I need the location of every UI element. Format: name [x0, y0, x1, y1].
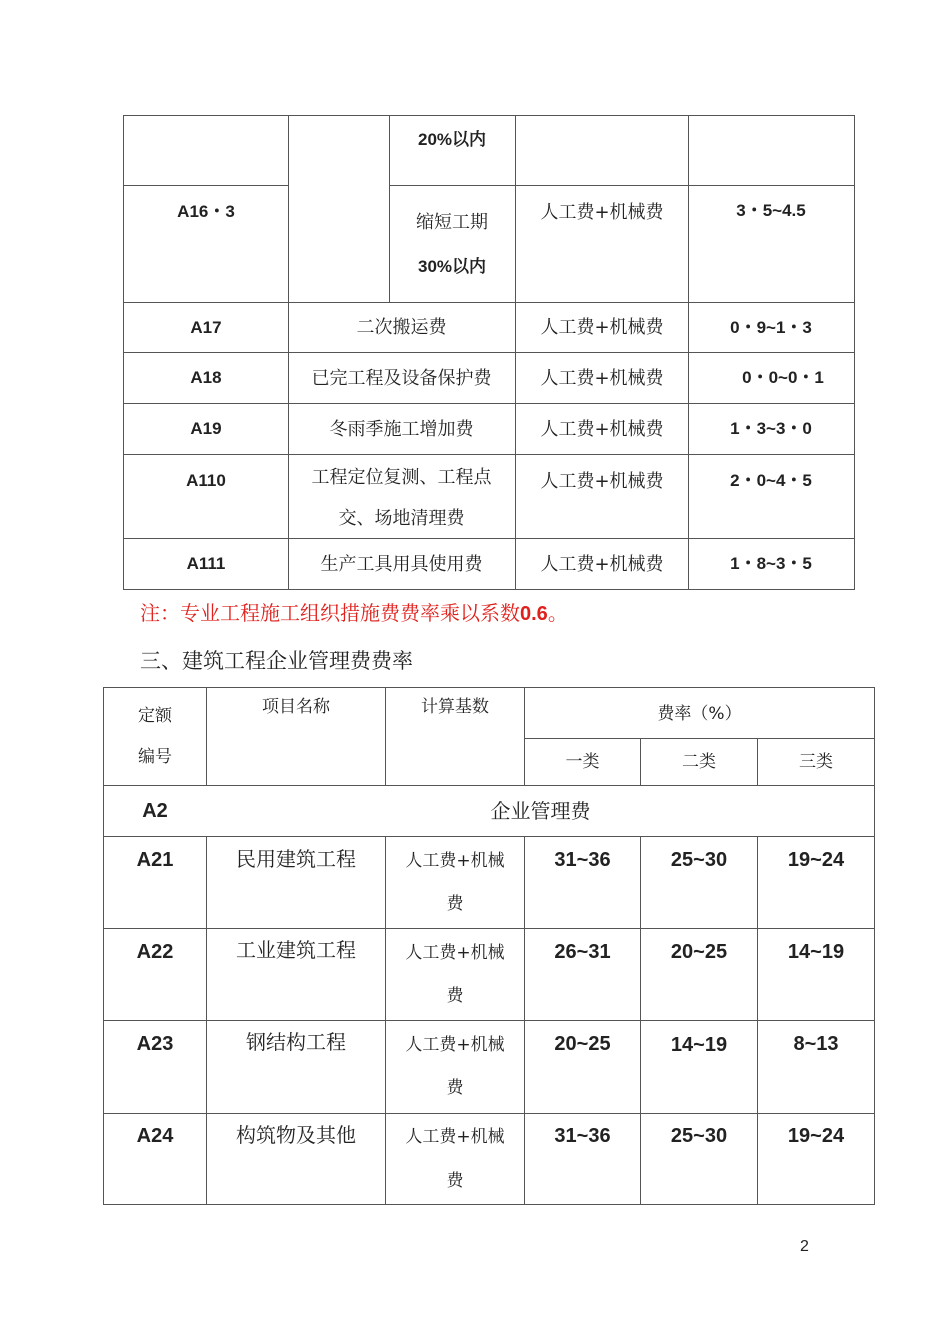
cell-text: A16・3 — [177, 202, 235, 222]
header-class-3 — [757, 739, 875, 786]
table-cell-base — [385, 891, 525, 919]
cell-text: 计算基数 — [421, 697, 489, 718]
table-cell-code — [103, 1122, 207, 1150]
table-cell-sub-duration — [389, 125, 515, 155]
table-cell-class2 — [640, 1122, 758, 1150]
cell-text: 人工费+机械费 — [540, 201, 664, 223]
table-cell-name — [288, 503, 515, 533]
note-suffix: 。 — [547, 601, 568, 625]
table-cell-name — [206, 1027, 386, 1057]
cell-text: 1・3~3・0 — [730, 419, 812, 439]
cell-text: A111 — [186, 554, 226, 574]
page-number: 2 — [800, 1238, 809, 1255]
cell-text: 一类 — [565, 751, 600, 772]
table-cell-base — [515, 303, 689, 352]
table-cell-class1 — [524, 1122, 641, 1150]
table-cell-name — [206, 844, 386, 874]
cell-text: 人工费+机械费 — [540, 418, 664, 440]
table-cell-base — [515, 539, 689, 589]
table-cell-base — [385, 940, 525, 968]
cell-text: 14~19 — [787, 941, 845, 963]
header-code — [103, 744, 207, 772]
table-cell-name — [288, 404, 515, 454]
cell-text: 生产工具用具使用费 — [320, 553, 483, 575]
cell-text: 20~25 — [670, 941, 728, 963]
table-cell-rate — [688, 539, 854, 589]
header-base — [385, 694, 525, 722]
cell-text: 8~13 — [793, 1033, 839, 1055]
cell-text: A2 — [142, 800, 168, 822]
cell-text: 工程定位复测、工程点 — [311, 466, 492, 488]
header-rate — [524, 700, 875, 730]
table-cell-base — [385, 1075, 525, 1103]
table-cell-code — [103, 938, 207, 966]
table1-border-bottom — [123, 589, 855, 590]
table-cell-base — [385, 1168, 525, 1196]
cell-text: 冬雨季施工增加费 — [329, 418, 474, 440]
table1-border-top — [123, 115, 855, 116]
cell-text: A17 — [190, 317, 222, 337]
table2-divider — [103, 836, 875, 837]
table-cell-class3 — [757, 1030, 875, 1058]
table-cell-code — [123, 303, 289, 352]
table-cell-sub-label — [389, 205, 515, 239]
table-cell-sub-duration — [389, 252, 515, 282]
cell-text: 二次搬运费 — [356, 317, 447, 338]
cell-text: 25~30 — [670, 1125, 728, 1147]
table-cell-name — [206, 935, 386, 965]
cell-text: 2・0~4・5 — [730, 471, 812, 491]
cell-text: 人工费+机械费 — [540, 553, 664, 575]
cell-text: A110 — [186, 471, 226, 491]
table1-divider — [389, 185, 855, 186]
cell-text: 人工费+机械费 — [540, 317, 664, 338]
table-cell-code — [123, 197, 289, 227]
header-code — [103, 703, 207, 731]
table-cell-class2 — [640, 1031, 758, 1059]
cell-text: 二类 — [682, 751, 716, 772]
cell-text: 1・8~3・5 — [730, 554, 812, 574]
cell-text: 钢结构工程 — [246, 1030, 346, 1054]
table-cell-rate — [688, 404, 854, 454]
cell-text: A22 — [136, 941, 174, 963]
section-heading: 三、建筑工程企业管理费费率 — [140, 649, 413, 673]
table-cell-base — [385, 1032, 525, 1060]
header-class-1 — [524, 739, 641, 786]
cell-text: 31~36 — [554, 849, 611, 871]
cell-text: 费 — [446, 986, 464, 1007]
note-prefix: 注：专业工程施工组织措施费费率乘以系数 — [140, 601, 520, 625]
table-cell-code — [123, 404, 289, 454]
cell-text: 项目名称 — [262, 697, 330, 718]
cell-text: 构筑物及其他 — [236, 1123, 356, 1147]
cell-text: 费 — [446, 1171, 464, 1192]
note-text — [140, 597, 568, 626]
table-cell-rate — [700, 353, 866, 403]
header-class-2 — [640, 739, 758, 786]
table-cell-code — [123, 466, 289, 496]
table1-divider — [123, 454, 855, 455]
table-cell-base — [385, 983, 525, 1011]
table-cell-code — [103, 786, 207, 836]
table2-border-top — [103, 687, 875, 688]
cell-text: 30%以内 — [417, 257, 487, 277]
table2-divider — [103, 1113, 875, 1114]
cell-text: 0・9~1・3 — [730, 317, 812, 337]
cell-text: 19~24 — [787, 1125, 845, 1147]
table-cell-class2 — [640, 938, 758, 966]
table-cell-class3 — [757, 846, 875, 874]
cell-text: 企业管理费 — [490, 799, 591, 823]
table-cell-base — [515, 404, 689, 454]
table-cell-base — [385, 848, 525, 876]
cell-text: 人工费+机械 — [405, 1035, 505, 1056]
table-cell-rate — [688, 303, 854, 352]
cell-text: 缩短工期 — [416, 211, 488, 233]
table-cell-group-name — [206, 786, 875, 836]
table-cell-code — [123, 353, 289, 403]
cell-text: 20~25 — [554, 1033, 611, 1055]
cell-text: 20%以内 — [417, 130, 487, 150]
table-cell-class1 — [524, 1030, 641, 1058]
cell-text: 三类 — [799, 751, 833, 772]
table-cell-base — [515, 353, 689, 403]
cell-text: A24 — [136, 1125, 174, 1147]
note-coefficient: 0.6 — [520, 603, 548, 625]
table-cell-class1 — [524, 938, 641, 966]
table2-divider — [103, 928, 875, 929]
cell-text: 26~31 — [554, 941, 611, 963]
table-cell-name — [206, 1120, 386, 1150]
table-cell-base — [515, 197, 689, 227]
cell-text: 25~30 — [670, 849, 728, 871]
table-cell-rate — [688, 466, 854, 496]
table-cell-code — [103, 846, 207, 874]
table-cell-class1 — [524, 846, 641, 874]
cell-text: 0・0~0・1 — [742, 368, 824, 388]
table-cell-code — [103, 1030, 207, 1058]
cell-text: A19 — [190, 419, 222, 439]
cell-text: 费 — [446, 1078, 464, 1099]
cell-text: 民用建筑工程 — [236, 847, 356, 871]
cell-text: 人工费+机械 — [405, 943, 505, 964]
table-cell-base — [515, 466, 689, 496]
cell-text: 已完工程及设备保护费 — [311, 367, 492, 389]
cell-text: 31~36 — [554, 1125, 611, 1147]
table1-divider — [123, 185, 289, 186]
cell-text: 19~24 — [787, 849, 845, 871]
table-cell-class3 — [757, 1122, 875, 1150]
header-item-name — [206, 694, 386, 722]
cell-text: 3・5~4.5 — [736, 201, 806, 221]
table-cell-rate — [688, 197, 854, 225]
cell-text: 交、场地清理费 — [338, 507, 465, 529]
cell-text: 人工费+机械费 — [540, 367, 664, 389]
cell-text: 人工费+机械费 — [540, 470, 664, 492]
table-cell-name — [288, 539, 515, 589]
cell-text: A21 — [136, 849, 174, 871]
cell-text: A23 — [136, 1033, 174, 1055]
table-cell-class2 — [640, 846, 758, 874]
cell-text: 定额 — [138, 706, 172, 727]
table-cell-name — [288, 353, 515, 403]
cell-text: 费 — [446, 894, 464, 915]
cell-text: 编号 — [138, 747, 172, 768]
table-cell-base — [385, 1124, 525, 1152]
cell-text: A18 — [190, 368, 222, 388]
table2-border-bottom — [103, 1204, 875, 1205]
cell-text: 人工费+机械 — [405, 1127, 505, 1148]
cell-text: 费率（%） — [657, 704, 742, 725]
table-cell-name — [288, 462, 515, 492]
cell-text: 人工费+机械 — [405, 851, 505, 872]
cell-text: 14~19 — [670, 1034, 728, 1056]
table-cell-code — [123, 539, 289, 589]
table-cell-name — [288, 303, 515, 352]
table2-divider — [103, 1020, 875, 1021]
table-cell-class3 — [757, 938, 875, 966]
cell-text: 工业建筑工程 — [236, 938, 356, 962]
